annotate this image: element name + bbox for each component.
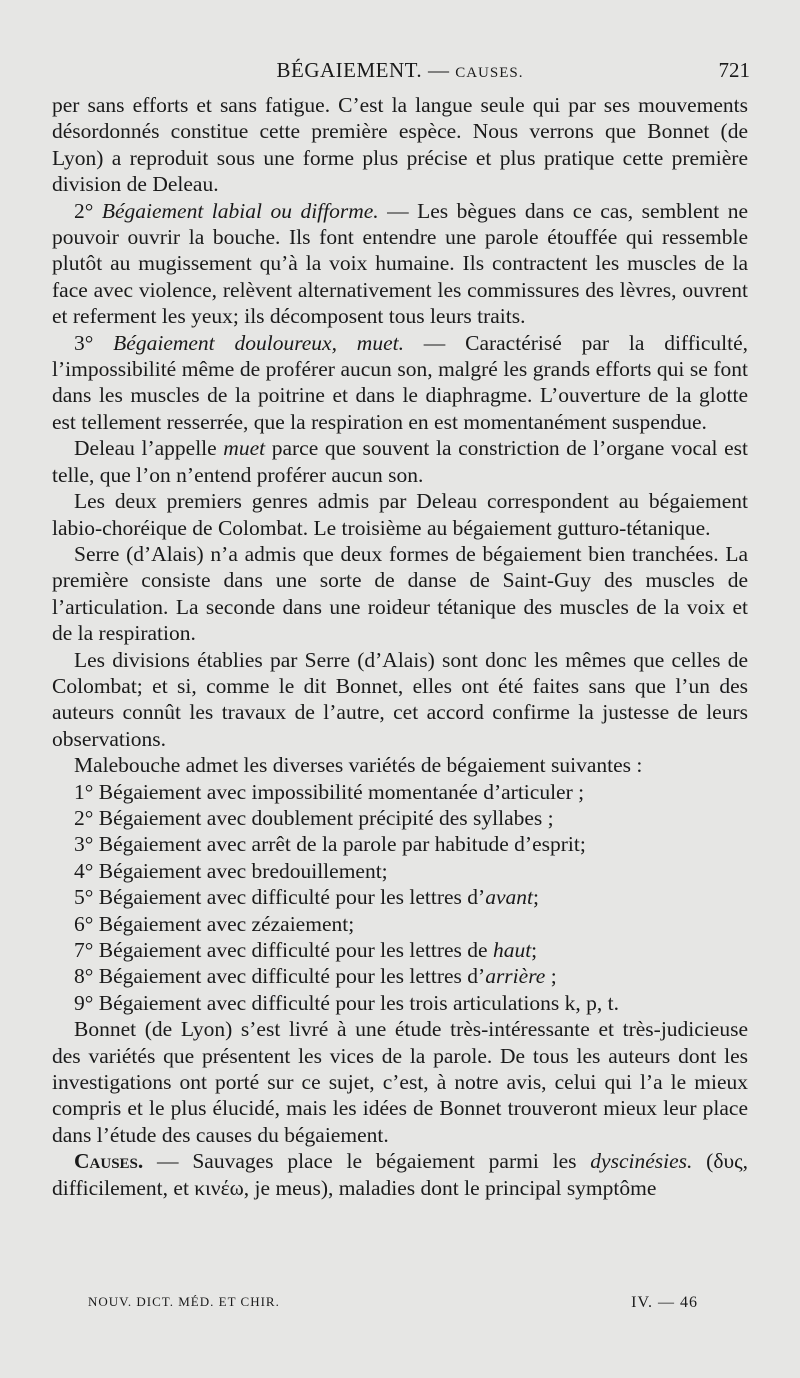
term-avant: avant [485,885,533,910]
paragraph-bonnet: Bonnet (de Lyon) s’est livré à une étude très-intéressante et très-judicieuse des variétés que présentent les vices de la parole. De tous les auteurs dont les investigations ont porté sur ce sujet, c’est, à notre avis, celui qui l’a le mieux compris et le plus élucidé, mais les idées de Bonnet trouveront mieux leur place dans l’étude des causes du bégaiement. [52,1017,748,1147]
list-item [52,937,748,963]
paragraph-causes [52,1148,748,1201]
running-head-title [50,58,750,83]
signature-mark: IV. — 46 [631,1294,698,1311]
term-labial: Bégaiement labial ou difforme. [101,198,379,223]
term-dyscinesies: dyscinésies. [590,1149,693,1174]
text-run: (δυς, difficilement, et κινέω, je meus), maladies dont le principal symptôme [52,1149,748,1200]
list-item: 4° Bégaiement avec bredouillement; [74,858,388,883]
list-item [52,963,748,989]
text-run: 7° Bégaiement avec difficulté pour les lettres de [74,938,493,962]
text-run: 8° Bégaiement avec difficulté pour les lettres d’ [74,964,486,989]
paragraph-labial-text: — Les bègues dans ce cas, semblent ne pouvoir ouvrir la bouche. Ils font entendre une parole étouffée qui ressemble plutôt au mugissement qu’à la voix humaine. Ils contractent les muscles de la face avec violence, relèvent alternativement les commissures des lèvres, ouvrent et referment les yeux; ils décomposent tous leurs traits. [52,198,748,329]
term-douloureux: Bégaiement douloureux, muet. [113,330,404,355]
paragraph-douloureux [52,330,748,436]
term-muet: muet [223,436,266,461]
signature-title: NOUV. DICT. MÉD. ET CHIR. [88,1294,280,1309]
list-item: 2° Bégaiement avec doublement précipité des syllabes ; [74,805,554,830]
page-number: 721 [718,58,750,82]
text-run: ; [532,885,539,910]
list-item [52,884,748,910]
text-run: — Sauvages place le bégaiement parmi les [143,1149,591,1174]
text-run: ; [531,938,538,962]
paragraph-divisions: Les divisions établies par Serre (d’Alais) sont donc les mêmes que celles de Colombat; et si, comme le dit Bonnet, elles ont été faites sans que l’un des auteurs connût les travaux de l’autre, cet accord confirme la justesse de leurs observations. [52,647,748,751]
running-head-main: BÉGAIEMENT. [276,58,423,82]
term-haut: haut [492,938,532,962]
paragraph-douloureux-text: — Caractérisé par la difficulté, l’impossibilité même de proférer aucun son, malgré les grands efforts qui se font dans les muscles de la poitrine et dans le diaphragme. L’ouverture de la glotte est tellement resserrée, que la respiration en est momentanément suspendue. [52,330,748,434]
text-run: Deleau l’appelle [74,436,224,461]
item-number: 3° [74,330,114,355]
running-head-section: CAUSES. [455,65,524,81]
section-heading-causes: Causes. [74,1149,144,1174]
running-head-dash: — [427,58,450,82]
text-run: ; [545,964,557,989]
paragraph-deleau [52,435,748,488]
paragraph-labial [52,198,748,330]
list-item: 1° Bégaiement avec impossibilité momentanée d’articuler ; [74,779,585,804]
paragraph-1: per sans efforts et sans fatigue. C’est la langue seule qui par ses mouvements désordonnés constitue cette première espèce. Nous verrons que Bonnet (de Lyon) a reproduit sous une forme plus précise et plus pratique cette première division de Deleau. [52,93,748,197]
item-number: 2° [74,198,102,223]
term-arriere: arrière [485,964,546,989]
body-text [52,92,748,1201]
list-item: 6° Bégaiement avec zézaiement; [74,911,355,936]
text-run: 5° Bégaiement avec difficulté pour les lettres d’ [74,885,486,910]
list-item: 3° Bégaiement avec arrêt de la parole par habitude d’esprit; [74,832,586,857]
paragraph-serre: Serre (d’Alais) n’a admis que deux formes de bégaiement bien tranchées. La première consiste dans une sorte de danse de Saint-Guy des muscles de l’articulation. La seconde dans une roideur tétanique des muscles de la voix et de la respiration. [52,541,748,646]
paragraph-genres: Les deux premiers genres admis par Deleau correspondent au bégaiement labio-choréique de Colombat. Le troisième au bégaiement gutturo-tétanique. [52,489,748,540]
running-head [50,58,750,86]
list-item: 9° Bégaiement avec difficulté pour les trois articulations k, p, t. [74,990,619,1015]
paragraph-malebouche: Malebouche admet les diverses variétés de bégaiement suivantes : [74,753,643,778]
text-run: parce que souvent la constriction de l’organe vocal est telle, que l’on n’entend proférer aucun son. [52,436,748,487]
